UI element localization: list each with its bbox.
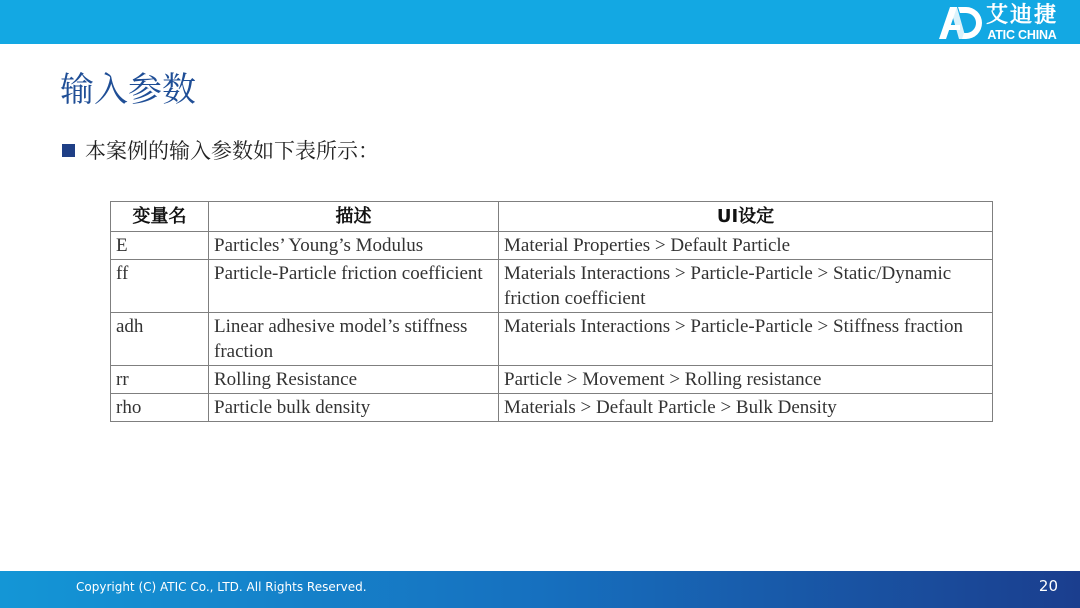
cell-ui-setting: Materials Interactions > Particle-Particle > Static/Dynamic friction coefficient [499,260,993,313]
cell-variable: rho [111,394,209,422]
header-variable-name: 变量名 [111,202,209,232]
cell-variable: E [111,232,209,260]
bullet-text: 本案例的输入参数如下表所示： [85,139,379,163]
header-description: 描述 [209,202,499,232]
cell-variable: adh [111,313,209,366]
logo-english-text: ATIC CHINA [987,27,1057,42]
cell-ui-setting: Materials > Default Particle > Bulk Density [499,394,993,422]
cell-ui-setting: Material Properties > Default Particle [499,232,993,260]
cell-description: Particle-Particle friction coefficient [209,260,499,313]
cell-description: Particle bulk density [209,394,499,422]
logo-chinese-text: 艾迪捷 [985,2,1058,28]
square-bullet-icon [62,144,75,157]
footer-bar [0,571,1080,608]
cell-ui-setting: Materials Interactions > Particle-Particle > Stiffness fraction [499,313,993,366]
atic-logo [936,2,1058,44]
cell-description: Rolling Resistance [209,366,499,394]
header-ui-setting: UI设定 [499,202,993,232]
header-bar [0,0,1080,44]
table-row [111,232,993,260]
table-row [111,394,993,422]
cell-variable: ff [111,260,209,313]
parameter-table [110,201,993,422]
table-header-row [111,202,993,232]
table-row [111,260,993,313]
page-title: 输入参数 [60,70,196,110]
table-row [111,313,993,366]
copyright-text: Copyright (C) ATIC Co., LTD. All Rights Reserved. [76,580,367,594]
atic-logo-mark-icon [936,3,982,43]
cell-description: Linear adhesive model’s stiffness fraction [209,313,499,366]
table-row [111,366,993,394]
page-number: 20 [1038,577,1058,595]
cell-ui-setting: Particle > Movement > Rolling resistance [499,366,993,394]
bullet-line [62,135,379,165]
cell-description: Particles’ Young’s Modulus [209,232,499,260]
cell-variable: rr [111,366,209,394]
